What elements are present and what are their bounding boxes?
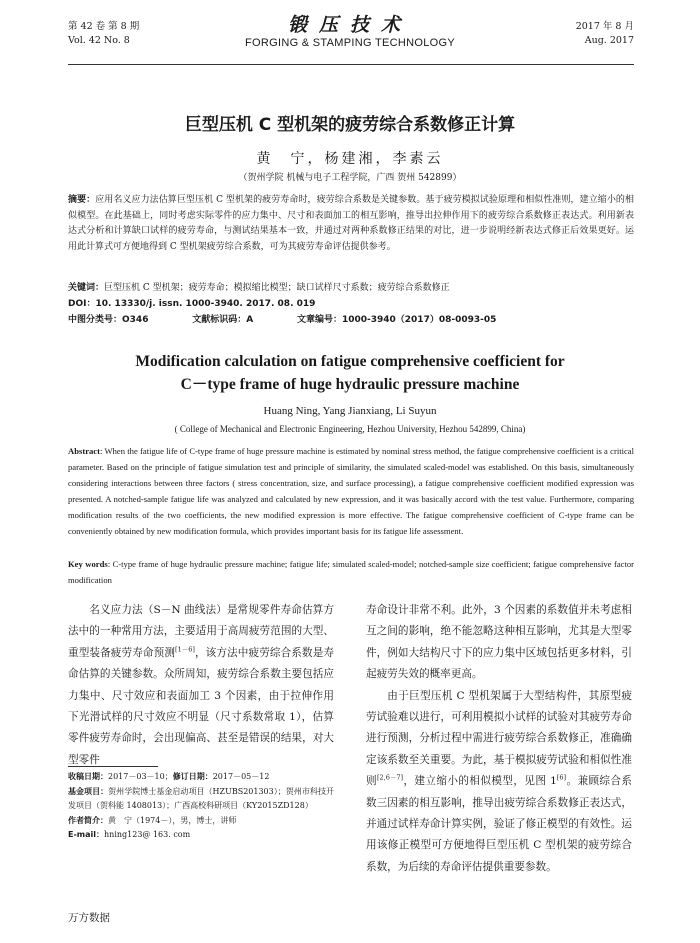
body-text: ，该方法中疲劳综合系数是寿命估算的关键参数。众所周知，疲劳综合系数主要包括应力集中、尺寸效应和表面加工 3 个因素，由于拉伸作用下光滑试样的尺寸效应不明显（尺寸系数常取 1），估算零件疲劳寿命时，会出现偏高、甚至是错误的结果，对大型零件 <box>68 646 335 766</box>
date-cn: 2017 年 8 月 <box>575 21 634 32</box>
footnote-dates <box>68 770 334 785</box>
fund-text: 贺州学院博士基金启动项目（HZUBS201303）；贺州市科技开发项目（贺科能 1408013）；广西高校科研项目（KY2015ZD128） <box>68 786 334 811</box>
keywords-en-label: Key words <box>68 559 108 569</box>
clc-value: O346 <box>122 315 149 325</box>
date-en: Aug. 2017 <box>584 35 634 46</box>
article-no-value: 1000-3940（2017）08-0093-05 <box>341 315 497 325</box>
fund-label: 基金项目： <box>68 786 109 796</box>
header-date <box>576 20 634 48</box>
email-label: E-mail： <box>68 830 105 840</box>
author-text: 黄 宁（1974－），男，博士，讲师 <box>108 815 237 825</box>
body-paragraph: 寿命设计非常不利。此外，3 个因素的系数值并未考虑相互之间的影响，绝不能忽略这种相互影响，尤其是大型零件，例如大结构尺寸下的应力集中区域包括更多材料，引起疲劳失效的概率更高。 <box>366 604 632 681</box>
classification-line <box>68 313 496 328</box>
footnote-author <box>68 814 334 829</box>
body-paragraph <box>68 600 334 771</box>
abstract-cn-label: 摘要： <box>68 195 96 205</box>
volume-issue-cn: 第 42 卷 第 8 期 <box>68 21 140 32</box>
revised-date: 2017－05－12 <box>212 772 270 781</box>
body-paragraph <box>366 686 632 879</box>
keywords-cn <box>68 281 634 297</box>
abstract-cn-text: 应用名义应力法估算巨型压机 C 型机架的疲劳寿命时，疲劳综合系数是关键参数。基于疲劳模拟试验原理和相似性准则，建立缩小的相似模型。在此基础上，同时考虑实际零件的应力集中、尺寸和表面加工的相互影响，推导出拉伸作用下的疲劳综合系数修正表达式。利用新表达式分析和计算缺口试样的疲劳寿命，与测试结果基本一致，并通过对两种系数修正结果的对比，进一步说明经新表达式修正后效果更好。运用此计算式可方便地得到 C 型机架疲劳综合系数，可为其疲劳寿命评估提供参考。 <box>68 195 634 252</box>
paper-title-en-line1: Modification calculation on fatigue comprehensive coefficient for <box>135 353 565 370</box>
body-right-column <box>366 600 632 878</box>
abstract-en <box>68 443 634 540</box>
received-label: 收稿日期： <box>68 772 108 781</box>
doi-label: DOI： <box>68 299 96 309</box>
paper-title-en <box>0 350 700 396</box>
doi-line <box>68 297 315 312</box>
citation: [1－6] <box>175 645 195 654</box>
citation: [2,6－7] <box>377 773 404 782</box>
doi-value: 10. 13330/j. issn. 1000-3940. 2017. 08. 019 <box>95 299 316 309</box>
abstract-en-label: Abstract <box>68 446 100 456</box>
revised-label: 修订日期： <box>172 772 213 781</box>
keywords-cn-label: 关键词： <box>68 283 105 293</box>
paper-title-cn: 巨型压机 C 型机架的疲劳综合系数修正计算 <box>184 115 516 135</box>
authors-en: Huang Ning, Yang Jianxiang, Li Suyun <box>263 405 437 417</box>
email-text: hning123@ 163. com <box>104 830 191 840</box>
keywords-cn-text: 巨型压机 C 型机架；疲劳寿命；模拟缩比模型；缺口试样尺寸系数；疲劳综合系数修正 <box>104 283 450 293</box>
footnote-fund <box>68 785 334 814</box>
affiliation-cn: （贺州学院 机械与电子工程学院，广西 贺州 542899） <box>238 173 462 183</box>
keywords-en <box>68 556 634 588</box>
doc-code-label: 文献标识码： <box>192 315 247 325</box>
footnote <box>68 770 334 843</box>
doc-code-value: A <box>246 315 254 325</box>
abstract-cn <box>68 193 634 255</box>
wanfang-watermark: 万方数据 <box>68 912 110 924</box>
authors-cn: 黄 宁，杨建湘，李素云 <box>256 151 444 167</box>
body-text: 。兼顾综合系数三因素的相互影响，推导出疲劳综合系数修正表达式，并通过试样寿命计算实例，验证了修正模型的有效性。运用该修正模型可方便地得巨型压机 C 型机架的疲劳综合系数，为后续的寿命评估提供重要参数。 <box>366 775 633 873</box>
paper-title-en-line2: C－type frame of huge hydraulic pressure machine <box>180 376 520 393</box>
author-label: 作者简介： <box>68 815 108 825</box>
article-no-label: 文章编号： <box>296 315 342 325</box>
body-text: 由于巨型压机 C 型机架属于大型结构件，其原型疲劳试验难以进行，可利用模拟小试样的试验对其疲劳寿命进行预测，分析过程中需进行疲劳综合系数修正，准确确定该系数至关重要。为此，基于模拟疲劳试验和相似性准则 <box>366 689 632 788</box>
journal-title-en: FORGING & STAMPING TECHNOLOGY <box>245 37 455 49</box>
body-left-column <box>68 600 334 771</box>
journal-title-cn: 锻压技术 <box>287 14 412 36</box>
abstract-en-text: : When the fatigue life of C-type frame of huge pressure machine is estimated by nominal stress method, the fatigue comprehensive coefficient is a critical parameter. Based on the principle of fatigue simulation test and principle of similarity, the simulated scaled-model was established. On this basis, simultaneously considering interactions between three factors ( stress concentration, size, and surface processing), a fatigue comprehensive coefficient modified expression was presented. A notched-sample fatigue life was analyzed and calculated by new expression, and it was basically accord with the test value. Furthermore, comparing modification results of the two coefficients, the new modified expression is more effective. The fatigue comprehensive coefficient of C-type frame can be conveniently obtained by new modification formula, which provides important basis for its fatigue life assessment. <box>68 446 634 537</box>
volume-issue-en: Vol. 42 No. 8 <box>68 35 130 46</box>
header-divider <box>68 64 634 65</box>
affiliation-en: ( College of Mechanical and Electronic Engineering, Hezhou University, Hezhou 542899, China) <box>174 424 526 434</box>
body-text: ，建立缩小的相似模型，见图 1 <box>403 775 557 788</box>
keywords-en-text: : C-type frame of huge hydraulic pressure machine; fatigue life; simulated scaled-model; notched-sample size coefficient; fatigue comprehensive factor modification <box>68 559 634 586</box>
body-text: 名义应力法（S－N 曲线法）是常规零件寿命估算方法中的一种常用方法，主要适用于高周疲劳范围的大型、重型装备疲劳寿命预测 <box>68 604 334 659</box>
received-date: 2017－03－10； <box>108 772 173 781</box>
footnote-divider <box>68 766 158 767</box>
footnote-email <box>68 828 334 843</box>
citation: [6] <box>556 773 567 782</box>
clc-label: 中图分类号： <box>68 315 123 325</box>
